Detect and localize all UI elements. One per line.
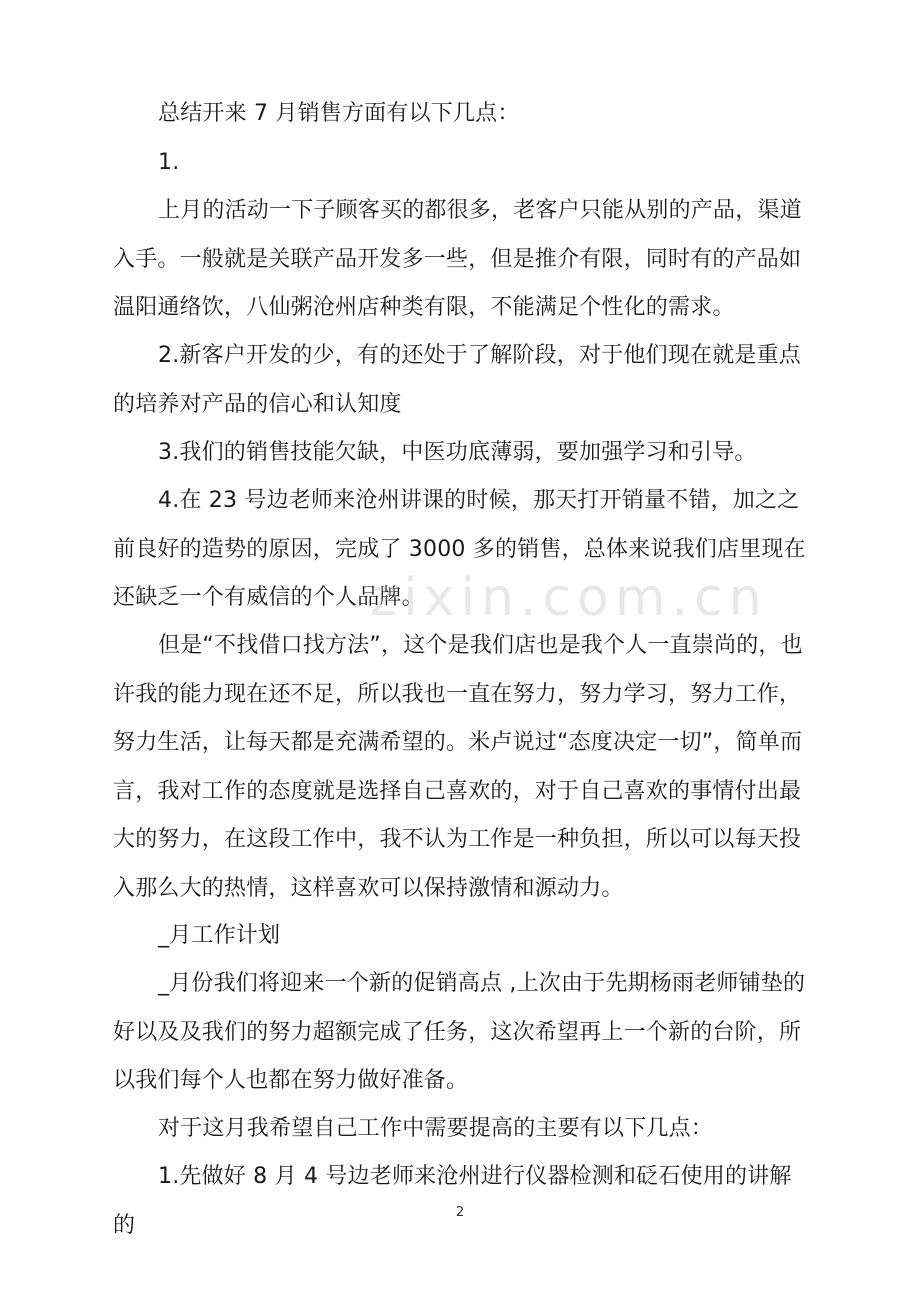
paragraph-improvement-intro: 对于这月我希望自己工作中需要提高的主要有以下几点：	[158, 1116, 714, 1141]
page-number: 2	[455, 1205, 465, 1220]
paragraph-attitude: 但是“不找借口找方法”，这个是我们店也是我个人一直崇尚的，也许我的能力现在还不足，所以我也一直在努力，努力学习，努力工作，努力生活，让每天都是充满希望的。米卢说过“态度决定一切”，简单而言，我对工作的态度就是选择自己喜欢的，对于自己喜欢的事情付出最大的努力，在这段工作中，我不认为工作是一种负担，所以可以每天投入那么大的热情，这样喜欢可以保持激情和源动力。	[113, 633, 803, 901]
paragraph-summary-intro: 总结开来 7 月销售方面有以下几点：	[158, 101, 520, 126]
paragraph-plan-heading: _月工作计划	[158, 923, 281, 948]
paragraph-point-1-body: 上月的活动一下子顾客买的都很多，老客户只能从别的产品，渠道入手。一般就是关联产品开发多一些，但是推介有限，同时有的产品如温阳通络饮，八仙粥沧州店种类有限，不能满足个性化的需求。	[113, 198, 802, 320]
paragraph-point-2: 2.新客户开发的少，有的还处于了解阶段，对于他们现在就是重点的培养对产品的信心和认知度	[113, 343, 801, 417]
paragraph-plan-body: _月份我们将迎来一个新的促销高点 ,上次由于先期杨雨老师铺垫的好以及及我们的努力超额完成了任务，这次希望再上一个新的台阶，所以我们每个人也都在努力做好准备。	[113, 971, 806, 1093]
paragraph-improvement-1: 1.先做好 8 月 4 号边老师来沧州进行仪器检测和砭石使用的讲解的	[113, 1164, 792, 1238]
paragraph-point-3: 3.我们的销售技能欠缺，中医功底薄弱，要加强学习和引导。	[158, 440, 757, 465]
paragraph-point-4: 4.在 23 号边老师来沧州讲课的时候，那天打开销量不错，加之之前良好的造势的原因，完成了 3000 多的销售，总体来说我们店里现在还缺乏一个有威信的个人品牌。	[113, 488, 806, 610]
watermark: zixin.com.cn	[370, 568, 768, 628]
paragraph-point-1-number: 1.	[158, 150, 180, 175]
